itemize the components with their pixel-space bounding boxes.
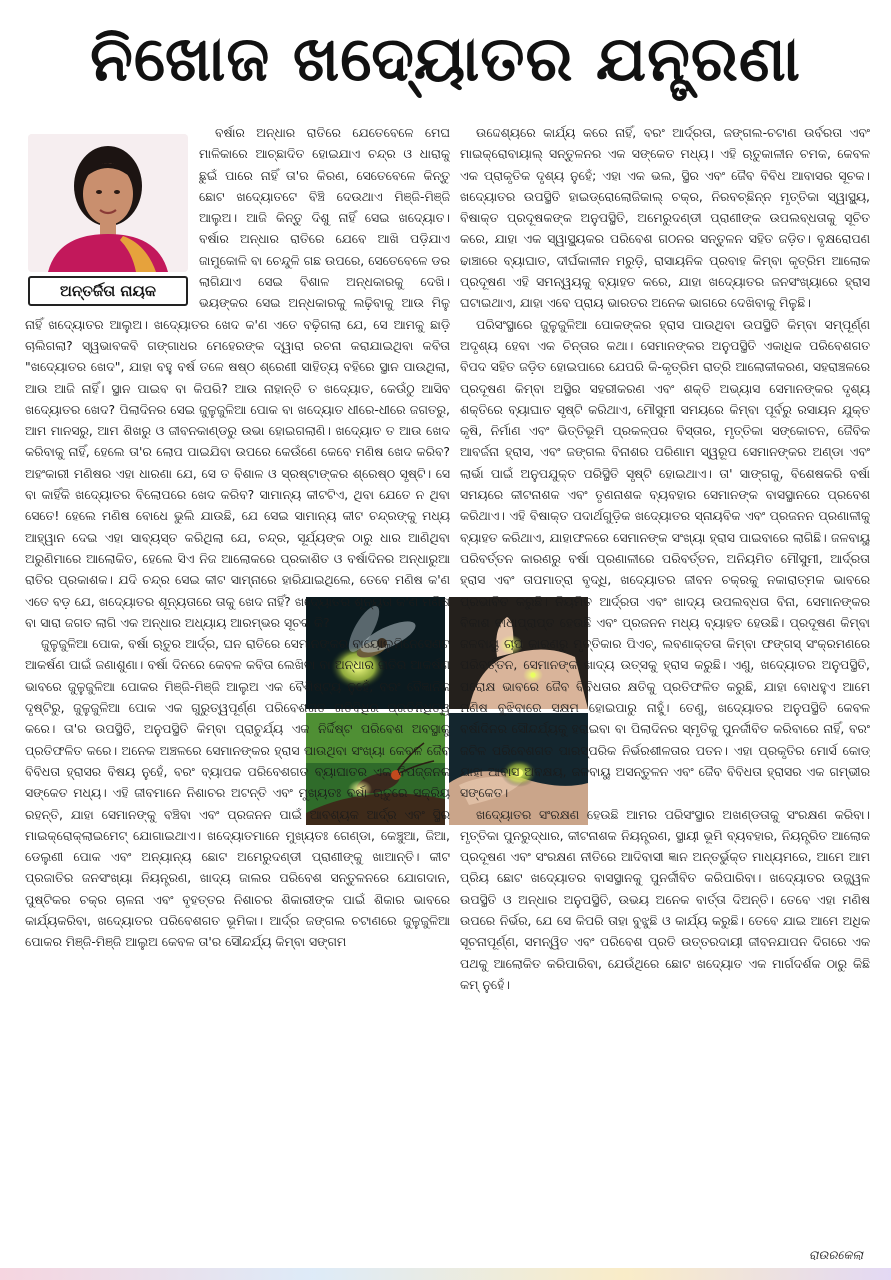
article-column-right (460, 122, 870, 1252)
paragraph: ଜୁଳୁଜୁଳିଆ ପୋକ, ବର୍ଷା ଋତୁର ଆର୍ଦ୍ର, ଘନ ରାତିରେ ସେମାନଙ୍କର ବାୟୋଲୁମିନେସେଣ୍ଟ ଆକର୍ଷଣ ପାଇଁ ଜଣାଶୁଣା। ବର୍ଷା ଦିନରେ କେବଳ କବିତା ଲେଖିବା ବା ଅନ୍ଧାର ରାତିର ଆକର୍ଷଣ ଭାବରେ ଜୁଳୁଜୁଳିଆ ପୋକର ମିଞ୍ଜି-ମିଞ୍ଜି ଆଲୁଅ ଏକ ବୈଶିଷ୍ଟ୍ୟ ନୁହେଁ, ବରଂ ବୈଜ୍ଞାନିକ ଦୃଷ୍ଟିରୁ, ଜୁଳୁଜୁଳିଆ ପୋକ ଏକ ଗୁରୁତ୍ୱପୂର୍ଣ୍ଣ ପରିବେଶଗତ ଗତିବିଧିର ପ୍ରତିନିଧିତ୍ୱ କରେ। ତା'ର ଉପସ୍ଥିତି, ଅନୁପସ୍ଥିତି କିମ୍ବା ପ୍ରାଚୁର୍ଯ୍ୟ ଏକ ନିର୍ଦ୍ଦିଷ୍ଟ ପରିବେଶ ଅବସ୍ଥାକୁ ପ୍ରତିଫଳିତ କରେ। ଅନେକ ଅଞ୍ଚଳରେ ସେମାନଙ୍କର ହ୍ରାସ ପାଉଥିବା ସଂଖ୍ୟା କେବଳ ଜୈବ ବିବିଧତା ହ୍ରାସର ବିଷୟ ନୁହେଁ, ବରଂ ବ୍ୟାପକ ପରିବେଶଗତ ବ୍ୟାଘାତର ଏକ ବିପଜ୍ଜନକ ସଙ୍କେତ ମଧ୍ୟ। ଏହି ଜୀବମାନେ ନିଶାଚର ଅଟନ୍ତି ଏବଂ ମୁଖ୍ୟତଃ ବର୍ଷା ଋତୁରେ ସକ୍ରିୟ ରହନ୍ତି, ଯାହା ସେମାନଙ୍କୁ ବଞ୍ଚିବା ଏବଂ ପ୍ରଜନନ ପାଇଁ ଆବଶ୍ୟକ ଆର୍ଦ୍ର ଏବଂ ସ୍ଥିର ମାଇକ୍ରୋକ୍ଲାଇମେଟ୍ ଯୋଗାଇଥାଏ। ଖଦ୍ୟୋତମାନେ ମୁଖ୍ୟତଃ ଗେଣ୍ଡା, କେଞ୍ଚୁଆ, ଜିଆ, ଡେଲୁଣୀ ପୋକ ଏବଂ ଅନ୍ୟାନ୍ୟ ଛୋଟ ଅମେରୁଦଣ୍ଡୀ ପ୍ରାଣୀଙ୍କୁ ଖାଆନ୍ତି। କୀଟ ପ୍ରଜାତିର ଜନସଂଖ୍ୟା ନିୟନ୍ତ୍ରଣ, ଖାଦ୍ୟ ଜାଲର ପରିବେଶ ସନ୍ତୁଳନରେ ଯୋଗଦାନ, ପୁଷ୍ଟିକର ଚକ୍ର ଚାଳନା ଏବଂ ବୃହତ୍ତର ନିଶାଚର ଶିକାରୀଙ୍କ ପାଇଁ ଶିକାର ଭାବରେ କାର୍ଯ୍ୟକରିବା, ଖଦ୍ୟୋତର ପରିବେଶଗତ ଭୂମିକା। ଆର୍ଦ୍ର ଜଙ୍ଗଲ ଚଟାଣରେ ଜୁଳୁଜୁଳିଆ ପୋକର ମିଞ୍ଜି-ମିଞ୍ଜି ଆଲୁଅ କେବଳ ତା'ର ସୌନ୍ଦର୍ଯ୍ୟ କିମ୍ବା ସଙ୍ଗମ (25, 636, 450, 950)
article-column-left (25, 122, 450, 1252)
headline: ନିଖୋଜ ଖଦ୍ୟୋତର ଯନ୍ତ୍ରଣା (90, 22, 801, 95)
byline: ରାଉରକେଲା (808, 1248, 863, 1262)
author-box-spacer (25, 122, 191, 290)
author-name: ଅନ୍ତର୍ଜିତା ନାୟକ (28, 276, 188, 306)
bottom-color-strip (0, 1268, 891, 1280)
paragraph: ଉଦ୍ଦେଶ୍ୟରେ କାର୍ଯ୍ୟ କରେ ନାହିଁ, ବରଂ ଆର୍ଦ୍ରତା, ଜଙ୍ଗଲ-ଚଟାଣ ଉର୍ବରତା ଏବଂ ମାଇକ୍ରୋବାୟାଲ୍ ସନ୍ତୁଳନର ଏକ ସଙ୍କେତ ମଧ୍ୟ। ଏହି ଋତୁକାଳୀନ ଚମକ, କେବଳ ଏକ ପ୍ରାକୃତିକ ଦୃଶ୍ୟ ନୁହେଁ; ଏହା ଏକ ଭଲ, ସ୍ଥିର ଏବଂ ଜୈବ ବିବିଧ ଆବାସର ସୂଚକ। ଖଦ୍ୟୋତର ଉପସ୍ଥିତି ହାଇଡ୍ରୋଲୋଜିକାଲ୍ ଚକ୍ର, ନିରବଚ୍ଛିନ୍ନ ମୃତ୍ତିକା ସ୍ୱାସ୍ଥ୍ୟ, ବିଷାକ୍ତ ପ୍ରଦୂଷକଙ୍କ ଅନୁପସ୍ଥିତି, ଅମେରୁଦଣ୍ଡୀ ପ୍ରାଣୀଙ୍କ ଉପଲବ୍ଧତାକୁ ସୂଚିତ କରେ, ଯାହା ଏକ ସ୍ୱାସ୍ଥ୍ୟକର ପରିବେଶ ଗଠନର ସନ୍ତୁଳନ ସହିତ ଜଡ଼ିତ। ବୃକ୍ଷରୋପଣ ଢାଞ୍ଚାରେ ବ୍ୟାଘାତ, ଦୀର୍ଘକାଳୀନ ମରୁଡ଼ି, ରାସାୟନିକ ପ୍ରବାହ କିମ୍ବା କୃତ୍ରିମ ଆଲୋକ ପ୍ରଦୂଷଣ ଏହି ସମନ୍ୱୟକୁ ବ୍ୟାହତ କରେ, ଯାହା ଖଦ୍ୟୋତର ଜନସଂଖ୍ୟାରେ ହ୍ରାସ ଘଟାଇଥାଏ, ଯାହା ଏବେ ପ୍ରାୟ ଭାରତର ଅନେକ ଭାଗରେ ଦେଖିବାକୁ ମିଳୁଛି। (460, 125, 870, 311)
paragraph: ପରିସଂସ୍ଥାରେ ଜୁଳୁଜୁଳିଆ ପୋକଙ୍କର ହ୍ରାସ ପାଉଥିବା ଉପସ୍ଥିତି କିମ୍ବା ସମ୍ପୂର୍ଣ୍ଣ ଅଦୃଶ୍ୟ ହେବା ଏକ ଚିନ୍ତାର କଥା। ସେମାନଙ୍କର ଅନୁପସ୍ଥିତି ଏକାଧିକ ପରିବେଶଗତ ବିପଦ ସହିତ ଜଡ଼ିତ ହୋଇପାରେ ଯେପରି କି-କୃତ୍ରିମ ରାତ୍ରି ଆଲୋକୀକରଣ, ସହରାଞ୍ଚଳରେ ପ୍ରଦୂଷଣ କିମ୍ବା ଅସ୍ଥିର ସହରୀକରଣ ଏବଂ ଶକ୍ତି ଅଭ୍ୟାସ ସେମାନଙ୍କର ଦୃଶ୍ୟ ଶକ୍ତିରେ ବ୍ୟାଘାତ ସୃଷ୍ଟି କରିଥାଏ, ମୌସୁମୀ ସମୟରେ କିମ୍ବା ପୂର୍ବରୁ ରସାୟନ ଯୁକ୍ତ କୃଷି, ନିର୍ମାଣ ଏବଂ ଭିତ୍ତିଭୂମି ପ୍ରକଳ୍ପର ବିସ୍ତାର, ମୃତ୍ତିକା ସଙ୍କୋଚନ, ଜୈବିକ ଆବର୍ଜନା ହ୍ରାସ, ଏବଂ ଜଙ୍ଗଲ ବିନାଶର ପରିଣାମ ସ୍ୱରୂପ ସେମାନଙ୍କର ଅଣ୍ଡା ଏବଂ ଲାର୍ଭା ପାଇଁ ଅନୁପଯୁକ୍ତ ପରିସ୍ଥିତି ସୃଷ୍ଟି ହୋଇଥାଏ। ତା' ସାଙ୍ଗକୁ, ବିଶେଷକରି ବର୍ଷା ସମୟରେ କୀଟନାଶକ ଏବଂ ତୃଣନାଶକ ବ୍ୟବହାର ସେମାନଙ୍କ ବାସସ୍ଥାନରେ ପ୍ରବେଶ କରିଥାଏ। ଏହି ବିଷାକ୍ତ ପଦାର୍ଥଗୁଡ଼ିକ ଖଦ୍ୟୋତର ସ୍ନାୟବିକ ଏବଂ ପ୍ରଜନନ ପ୍ରଣାଳୀକୁ ବ୍ୟାହତ କରିଥାଏ, ଯାହାଫଳରେ ସେମାନଙ୍କ ସଂଖ୍ୟା ହ୍ରାସ ପାଇବାରେ ଲାଗିଛି। ଜଳବାୟୁ ପରିବର୍ତ୍ତନ କାରଣରୁ ବର୍ଷା ପ୍ରଣାଳୀରେ ପରିବର୍ତ୍ତନ, ଅନିୟମିତ ମୌସୁମୀ, ଆର୍ଦ୍ରତା ହ୍ରାସ ଏବଂ ତାପମାତ୍ରା ବୃଦ୍ଧି, ଖଦ୍ୟୋତର ଜୀବନ ଚକ୍ରକୁ ନକାରାତ୍ମକ ଭାବରେ ପ୍ରଭାବିତ କରୁଛି। ନିୟମିତ ଆର୍ଦ୍ରତା ଏବଂ ଖାଦ୍ୟ ଉପଲବ୍ଧତା ବିନା, ସେମାନଙ୍କର ବିକାଶ ବାଧାପ୍ରାପ୍ତ ହେଉଛି ଏବଂ ପ୍ରଜନନ ମଧ୍ୟ ବ୍ୟାହତ ହେଉଛି। ପ୍ରଦୂଷଣ କିମ୍ବା ଜଳବାୟୁ ଚାପ କାରଣରୁ ମୃତ୍ତିକାର ପିଏଚ୍, ଲବଣାକ୍ତତା କିମ୍ବା ଫଙ୍ଗସ୍ ସଂକ୍ରମଣରେ ପରିବର୍ତ୍ତନ, ସେମାନଙ୍କ ଖାଦ୍ୟ ଉତ୍ସକୁ ହ୍ରାସ କରୁଛି। ଏଣୁ, ଖଦ୍ୟୋତର ଅନୁପସ୍ଥିତି, ପରୋକ୍ଷ ଭାବରେ ଜୈବ ବିବିଧତାର କ୍ଷତିକୁ ପ୍ରତିଫଳିତ କରୁଛି, ଯାହା ବୋଧହୁଏ ଆମେ ମଣିଷ ବୁଝିବାରେ ସକ୍ଷମ ହୋଇପାରୁ ନାହୁଁ। ତେଣୁ, ଖଦ୍ୟୋତର ଅନୁପସ୍ଥିତି କେବଳ ବର୍ଷାଦିନର ସୌନ୍ଦର୍ଯ୍ୟକୁ ହରାଇବା ବା ପିଲାଦିନର ସ୍ମୃତିକୁ ପୁନର୍ଜୀବିତ କରିବାରେ ନାହିଁ, ବରଂ ଜଟିଳ ପରିବେଶଗତ ପାରସ୍ପରିକ ନିର୍ଭରଶୀଳତାର ପତନ। ଏହା ପ୍ରକୃତିର ମୋର୍ସ କୋଡ୍ ଯାହା ଆବାସ ଅବକ୍ଷୟ, ଜଳବାୟୁ ଅସନ୍ତୁଳନ ଏବଂ ଜୈବ ବିବିଧତା ହ୍ରାସର ଏକ ଗମ୍ଭୀର ସଙ୍କେତ। (460, 316, 870, 801)
paragraph: ବର୍ଷାର ଅନ୍ଧାର ରାତିରେ ଯେତେବେଳେ ମେଘ ମାଳିକାରେ ଆଚ୍ଛାଦିତ ହୋଇଯାଏ ଚନ୍ଦ୍ର ଓ ଧାରାକୁ ଛୁଇଁ ପାରେ ନାହିଁ ତା'ର କିରଣ, ସେତେବେଳେ କିନ୍ତୁ ଛୋଟ ଖଦ୍ୟୋତଟେ ବିଞ୍ଚି ଦେଉଥାଏ ମିଞ୍ଜି-ମିଞ୍ଜି ଆଲୁଅ। ଆଜି କିନ୍ତୁ ଦିଶୁ ନାହିଁ ସେଇ ଖଦ୍ୟୋତ। ବର୍ଷାର ଅନ୍ଧାର ରାତିରେ ଯେବେ ଆଖି ପଡ଼ିଯାଏ ଜାମୁକୋଳି ବା ଚେନ୍ଦୁଳି ଗଛ ଉପରେ, ସେତେବେଳେ ଡର ଲାଗିଯାଏ ସେଇ ବିଶାଳ ଅନ୍ଧକାରକୁ ଦେଖି। ଭୟଙ୍କର ସେଇ ଅନ୍ଧକାରକୁ ଲଢ଼ିବାକୁ ଆଉ ମିଳୁ ନାହିଁ ଖଦ୍ୟୋତର ଆଲୁଅ। ଖଦ୍ୟୋତର ଖେଦ କ'ଣ ଏତେ ବଢ଼ିଗଲା ଯେ, ସେ ଆମକୁ ଛାଡ଼ି ଚାଲିଗଲା? ସ୍ୱଭାବକବି ଗଙ୍ଗାଧର ମେହେରଙ୍କ ଦ୍ୱାରା ରଚନା କରାଯାଇଥିବା କବିତା "ଖଦ୍ୟୋତର ଖେଦ", ଯାହା ବହୁ ବର୍ଷ ତଳେ ଷଷ୍ଠ ଶ୍ରେଣୀ ସାହିତ୍ୟ ବହିରେ ସ୍ଥାନ ପାଉଥିଲା, ଆଉ ଆଜି ନାହିଁ। ସ୍ଥାନ ପାଇବ ବା କିପରି? ଆଉ ନାହାନ୍ତି ତ ଖଦ୍ୟୋତ, କେଉଁଠୁ ଆସିବ ଖଦ୍ୟୋତର ଖେଦ? ପିଲାଦିନର ସେଇ ଜୁଳୁଜୁଳିଆ ପୋକ ବା ଖଦ୍ୟୋତ ଧୀରେ-ଧୀରେ ଜଗତରୁ, ଆମ ମାନସରୁ, ଆମ ଶିଖରୁ ଓ ଜୀବନକାଣ୍ଡରୁ ଉଭା ହୋଇଗଲାଣି। ଖଦ୍ୟୋତ ତ ଆଉ ଖେଦ କରିବାକୁ ନାହିଁ, ହେଲେ ତା'ର ଲୋପ ପାଇଯିବା ଉପରେ କେଉଁଣେ କେବେ ମଣିଷ ଖେଦ କରିବ? ଅହଂକାରୀ ମଣିଷର ଏହା ଧାରଣା ଯେ, ସେ ତ ବିଶାଳ ଓ ସ୍ରଷ୍ଟାଙ୍କର ଶ୍ରେଷ୍ଠ ସୃଷ୍ଟି। ସେ ବା କାହିଁକି ଖଦ୍ୟୋତର ବିଲୋପରେ ଖେଦ କରିବ? ସାମାନ୍ୟ କୀଟଟିଏ, ଥିବା ଯେତେ ନ ଥିବା ସେତେ! ହେଲେ ମଣିଷ ବୋଧେ ଭୁଲି ଯାଉଛି, ଯେ ସେଇ ସାମାନ୍ୟ କୀଟ ଚନ୍ଦ୍ରଙ୍କୁ ମଧ୍ୟ ଆହ୍ୱାନ ଦେଇ ଏହା ସାବ୍ୟସ୍ତ କରିଥିଲା ଯେ, ଚନ୍ଦ୍ର, ସୂର୍ଯ୍ୟଙ୍କ ଠାରୁ ଧାର ଆଣିଥିବା ଅରୁଣିମାରେ ଆଲୋକିତ, ହେଲେ ସିଏ ନିଜ ଆଲୋକରେ ପ୍ରକାଶିତ ଓ ବର୍ଷାଦିନର ଅନ୍ଧାରୁଆ ରାତିର ପ୍ରକାଶକ। ଯଦି ଚନ୍ଦ୍ର ସେଇ କୀଟ ସାମ୍ନାରେ ହାରିଯାଇଥିଲେ, ତେବେ ମଣିଷ କ'ଣ ଏତେ ବଡ଼ ଯେ, ଖଦ୍ୟୋତର ଶୂନ୍ୟତାରେ ତାକୁ ଖେଦ ନାହିଁ? ଖଦ୍ୟୋତର ଶୂନ୍ୟତା କ'ଣ ମଣିଷ ବା ସାରା ଜଗତ ଲାଗି ଏକ ଅନ୍ଧାର ଅଧ୍ୟାୟ ଆରମ୍ଭର ସୂଚକ କି? (25, 125, 450, 630)
paragraph: ଖଦ୍ୟୋତର ସଂରକ୍ଷଣ ହେଉଛି ଆମର ପରିସଂସ୍ଥାର ଅଖଣ୍ଡତାକୁ ସଂରକ୍ଷଣ କରିବା। ମୃତ୍ତିକା ପୁନରୁଦ୍ଧାର, କୀଟନାଶକ ନିୟନ୍ତ୍ରଣ, ସ୍ଥାୟୀ ଭୂମି ବ୍ୟବହାର, ନିୟନ୍ତ୍ରିତ ଆଲୋକ ପ୍ରଦୂଷଣ ଏବଂ ସଂରକ୍ଷଣ ନୀତିରେ ଆଦିବାସୀ ଜ୍ଞାନ ଅନ୍ତର୍ଭୁକ୍ତ ମାଧ୍ୟମରେ, ଆମେ ଆମ ପ୍ରିୟ ଛୋଟ ଖଦ୍ୟୋତର ବାସସ୍ଥାନକୁ ପୁନର୍ଜୀବିତ କରିପାରିବା। ଖଦ୍ୟୋତର ଉଜ୍ଜ୍ୱଳ ଉପସ୍ଥିତି ଓ ଅନ୍ଧାର ଅନୁପସ୍ଥିତି, ଉଭୟ ଅନେକ ବାର୍ତ୍ତା ଦିଅନ୍ତି। ତେବେ ଏହା ମଣିଷ ଉପରେ ନିର୍ଭର, ଯେ ସେ କିପରି ତାହା ବୁଝୁଛି ଓ କାର୍ଯ୍ୟ କରୁଛି। ତେବେ ଯାଇ ଆମେ ଅଧିକ ସୂଚନାପୂର୍ଣ୍ଣ, ସମନ୍ୱିତ ଏବଂ ପରିବେଶ ପ୍ରତି ଉତ୍ତରଦାୟୀ ଜୀବନଯାପନ ଦିଗରେ ଏକ ପଥକୁ ଆଲୋକିତ କରିପାରିବା, ଯେଉଁଥିରେ ଛୋଟ ଖଦ୍ୟୋତ ଏକ ମାର୍ଗଦର୍ଶକ ଠାରୁ କିଛି କମ୍ ନୁହେଁ। (460, 806, 870, 992)
